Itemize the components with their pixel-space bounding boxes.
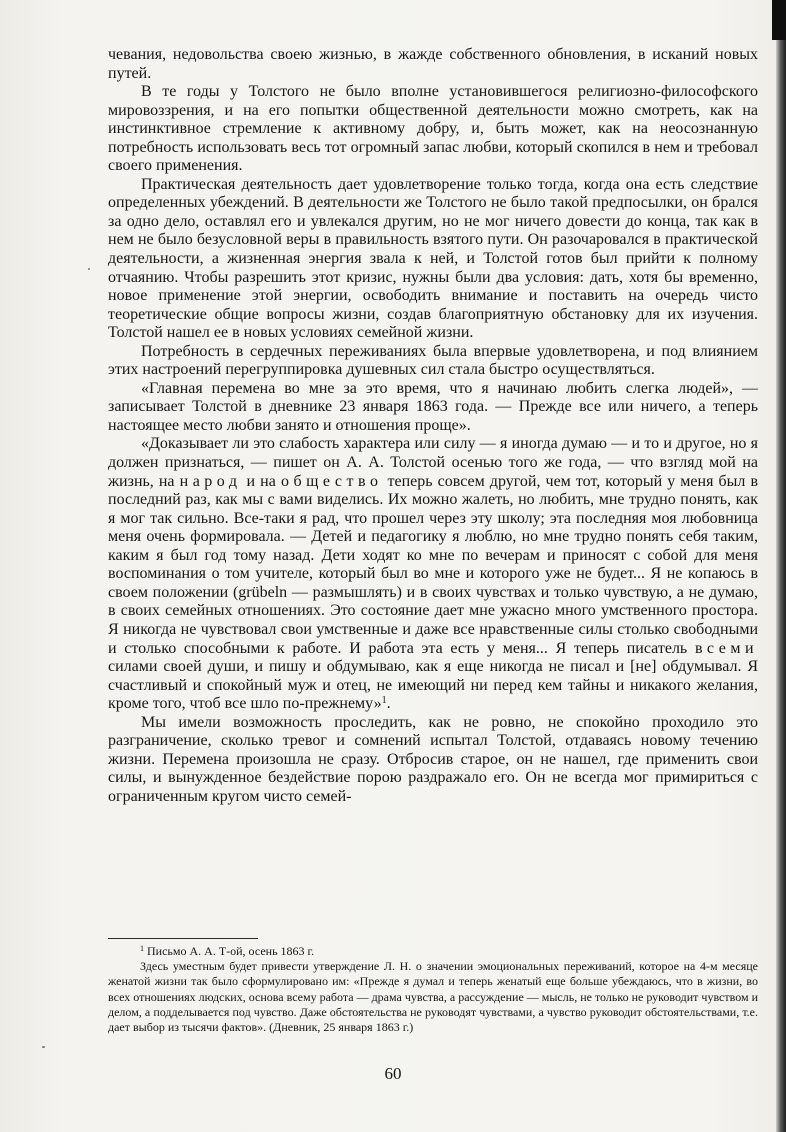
letter-text: . [386,695,391,713]
letter-text: силами своей души, и пишу и обдумываю, как я еще никогда не писал и [не] обдумывал. Я счастливый и спокойный муж и отец, не имеющий ни перед кем тайны и никакого желания, кроме того, чтоб все шло по-прежнему» [108,658,758,713]
scan-edge-shadow [776,0,786,1132]
quote-paragraph: «Главная перемена во мне за это время, что я начинаю любить слегка людей», — записывает Толстой в дневнике 23 января 1863 года. — Прежде все или ничего, а теперь настоящее место любви занято и отношения проще». [108,379,758,434]
paragraph-continued: чевания, недовольства своею жизнью, в жажде собственного обновления, в исканий новых путей. [108,46,758,82]
paragraph: Потребность в сердечных переживаниях была впервые удовлетворена, и под влиянием этих настроений перегруппировка душевных сил стала быстро осуществляться. [108,342,758,379]
page-number: 60 [384,1064,402,1083]
footnote-reference: 1 [381,695,387,707]
letter-text: теперь совсем другой, чем тот, который у меня был в последний раз, как мы с вами виделись. Их можно жалеть, но любить, мне трудно понять, как я мог так сильно. Все-таки я рад, что прошел через эту школу; эта последняя моя любовница меня очень формировала. — Детей и педагогику я люблю, но мне трудно понять себя таким, каким я был год тому назад. Дети ходят ко мне по вечерам и приносят с собой для меня воспоминания о том учителе, который был во мне и которого уже не будет... Я не копаюсь в своем положении (grübeln — размышлять) и в своих чувствах и только чувствую, а не думаю, в своих семейных отношениях. Это состояние дает мне ужасно много умственного простора. Я никогда не чувствовал свои умственные и даже все нравственные силы столько свободными и столько способными к работе. И работа эта есть у меня... Я теперь писатель [108,472,759,657]
spaced-word: общество [280,472,383,490]
letter-quote-paragraph [108,435,758,713]
speck [88,268,90,270]
paragraph: В те годы у Толстого не было вполне установившегося религиозно-философского мировоззрения, и на его попытки общественной деятельности можно смотреть, как на инстинктивное стремление к активному добру, и, быть может, как на неосознанную потребность использовать весь тот огромный запас любви, который скопился в нем и требовал своего применения. [108,83,758,175]
footnote-1 [108,944,758,959]
spaced-word: всеми [694,639,758,657]
footnote-text: Письмо А. А. Т-ой, осень 1863 г. [147,944,315,958]
paragraph: Практическая деятельность дает удовлетворение только тогда, когда она есть следствие определенных убеждений. В деятельности же Толстого не было такой предпосылки, он брался за одно дело, оставлял его и увлекался другим, но не мог ничего довести до конца, так как в нем не было безусловной веры в правильность взятого пути. Он разочаровался в практической деятельности, а жизненная энергия звала к ней, и Толстой готов был прийти к полному отчаянию. Чтобы разрешить этот кризис, нужны были два условия: дать, хотя бы временно, новое применение этой энергии, освободить внимание и поставить на очередь чисто теоретические общие вопросы жизни, создав благоприятную обстановку для их изучения. Толстой нашел ее в новых условиях семейной жизни. [108,175,758,342]
letter-text: и на [246,472,276,490]
footnote-2: Здесь уместным будет привести утверждение Л. Н. о значении эмоциональных переживаний, которое на 4-м месяце женатой жизни так было сформулировано им: «Прежде я думал и теперь женатый еще больше убеждаюсь, что в жизни, во всех отношениях людских, основа всему работа — драма чувства, а рассуждение — мысль, не только не руководит чувством и делом, а подделывается под чувство. Даже обстоятельства не руководят чувствами, а чувство руководит обстоятельствами, т.е. дает выбор из тысячи фактов». (Дневник, 25 января 1863 г.) [108,959,758,1035]
scan-corner-shadow [772,0,786,40]
letter-text: «Доказывает ли это слабость характера или силу — я иногда думаю — и то и другое, но я должен признаться, — пишет он А. А. Толстой осенью того же года, — что взгляд мой на жизнь, на [108,435,758,490]
footnotes [108,944,758,1035]
speck [42,1046,45,1048]
spaced-word: народ [179,472,242,490]
main-text [108,46,758,806]
paragraph: Мы имели возможность проследить, как не ровно, не спокойно проходило это разграничение, сколько тревог и сомнений испытал Толстой, отдаваясь новому течению жизни. Перемена произошла не сразу. Отбросив старое, он не нашел, где применить свои силы, и вынужденное бездействие порою раздражало его. Он не всегда мог примириться с ограниченным кругом чисто семей- [108,713,758,805]
footnote-divider [108,938,258,939]
footnote-mark: 1 [140,944,144,953]
